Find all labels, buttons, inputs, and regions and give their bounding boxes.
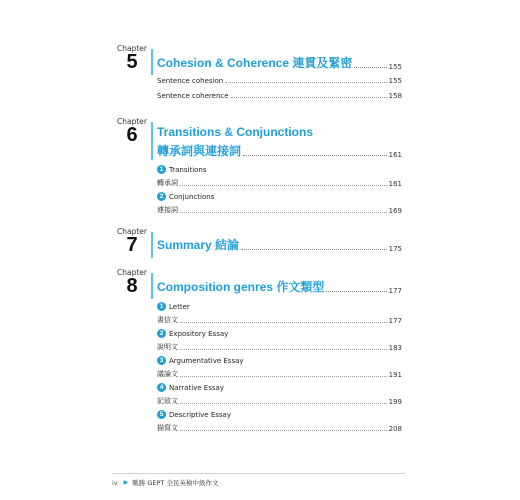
chapter-number: 8 — [126, 275, 138, 297]
chapter-title-row[interactable] — [157, 125, 402, 139]
section-heading — [157, 383, 224, 392]
section-number-badge: 3 — [157, 356, 166, 365]
entry-label: 轉承詞 — [157, 179, 178, 187]
section-heading — [157, 356, 244, 365]
footer-page-number: iv — [112, 478, 118, 487]
page-number: 199 — [388, 398, 402, 406]
toc-entry[interactable] — [157, 342, 402, 352]
chapter-title-row[interactable] — [157, 54, 402, 71]
toc-entry[interactable] — [157, 369, 402, 379]
dot-leader — [231, 97, 387, 98]
section-heading-label: Descriptive Essay — [169, 410, 231, 419]
chapter-title-row[interactable] — [157, 142, 402, 159]
chapter-8 — [112, 268, 402, 438]
section-heading — [157, 302, 190, 311]
toc-entry[interactable] — [157, 205, 402, 215]
dot-leader — [225, 82, 386, 83]
section-heading-label: Expository Essay — [169, 329, 229, 338]
toc-entry[interactable] — [157, 92, 402, 100]
page-footer — [112, 473, 405, 487]
chapter-7 — [112, 227, 402, 263]
dot-leader — [243, 155, 387, 156]
section-heading-label: Conjunctions — [169, 192, 215, 201]
chapter-title-row[interactable] — [157, 278, 402, 295]
section-number-badge: 5 — [157, 410, 166, 419]
chapter-number: 6 — [126, 124, 138, 146]
entry-label: 議論文 — [157, 370, 178, 378]
chapter-title-row[interactable] — [157, 236, 402, 253]
dot-leader — [180, 185, 387, 186]
chapter-label: Chapter — [117, 44, 147, 53]
section-number-badge: 2 — [157, 192, 166, 201]
chapter-divider — [151, 49, 153, 75]
chapter-title: Composition genres 作文類型 — [157, 280, 325, 294]
footer-book-title: 戰勝 GEPT 全民英檢中級作文 — [132, 479, 219, 487]
section-heading — [157, 329, 228, 338]
chapter-title: Summary 結論 — [157, 238, 240, 252]
page-number: 175 — [388, 245, 402, 253]
dot-leader — [180, 376, 387, 377]
entry-label: 描寫文 — [157, 424, 178, 432]
chapter-label: Chapter — [117, 227, 147, 236]
section-heading — [157, 410, 231, 419]
page-number: 177 — [388, 317, 402, 325]
section-number-badge: 4 — [157, 383, 166, 392]
section-heading-label: Argumentative Essay — [169, 356, 244, 365]
chapter-label: Chapter — [117, 117, 147, 126]
section-heading-label: Transitions — [169, 165, 207, 174]
page-number: 191 — [388, 371, 402, 379]
chapter-divider — [151, 122, 153, 160]
dot-leader — [180, 349, 387, 350]
page-number: 155 — [388, 77, 402, 85]
chapter-title: Cohesion & Coherence 連貫及緊密 — [157, 56, 353, 70]
page-number: 158 — [388, 92, 402, 100]
section-number-badge: 1 — [157, 302, 166, 311]
chapter-divider — [151, 232, 153, 258]
toc-entry[interactable] — [157, 423, 402, 433]
section-heading-label: Narrative Essay — [169, 383, 224, 392]
dot-leader — [180, 322, 387, 323]
section-heading-label: Letter — [169, 302, 190, 311]
entry-label: 說明文 — [157, 343, 178, 351]
chapter-6 — [112, 117, 402, 217]
entry-label: 記敘文 — [157, 397, 178, 405]
entry-label: Sentence cohesion — [157, 77, 224, 85]
chapter-label: Chapter — [117, 268, 147, 277]
chapter-number: 7 — [126, 234, 138, 256]
page-number: 161 — [388, 151, 402, 159]
dot-leader — [241, 249, 387, 250]
entry-label: 連接詞 — [157, 206, 178, 214]
dot-leader — [180, 430, 387, 431]
toc-entry[interactable] — [157, 77, 402, 85]
toc-entry[interactable] — [157, 178, 402, 188]
entry-label: 書信文 — [157, 316, 178, 324]
page-number: 169 — [388, 207, 402, 215]
page-number: 208 — [388, 425, 402, 433]
page-number: 161 — [388, 180, 402, 188]
dot-leader — [354, 67, 386, 68]
toc-entry[interactable] — [157, 396, 402, 406]
toc-entry[interactable] — [157, 315, 402, 325]
section-number-badge: 2 — [157, 329, 166, 338]
section-heading — [157, 165, 207, 174]
chapter-divider — [151, 273, 153, 299]
chapter-5 — [112, 44, 402, 106]
arrow-right-icon: ▶ — [123, 479, 129, 486]
page-number: 183 — [388, 344, 402, 352]
page-number: 177 — [388, 287, 402, 295]
entry-label: Sentence coherence — [157, 92, 229, 100]
page-number: 155 — [388, 63, 402, 71]
chapter-title: Transitions & Conjunctions — [157, 125, 314, 139]
section-number-badge: 1 — [157, 165, 166, 174]
dot-leader — [180, 212, 387, 213]
dot-leader — [180, 403, 387, 404]
chapter-title: 轉承詞與連接詞 — [157, 144, 242, 158]
dot-leader — [326, 291, 386, 292]
section-heading — [157, 192, 214, 201]
chapter-number: 5 — [126, 51, 138, 73]
